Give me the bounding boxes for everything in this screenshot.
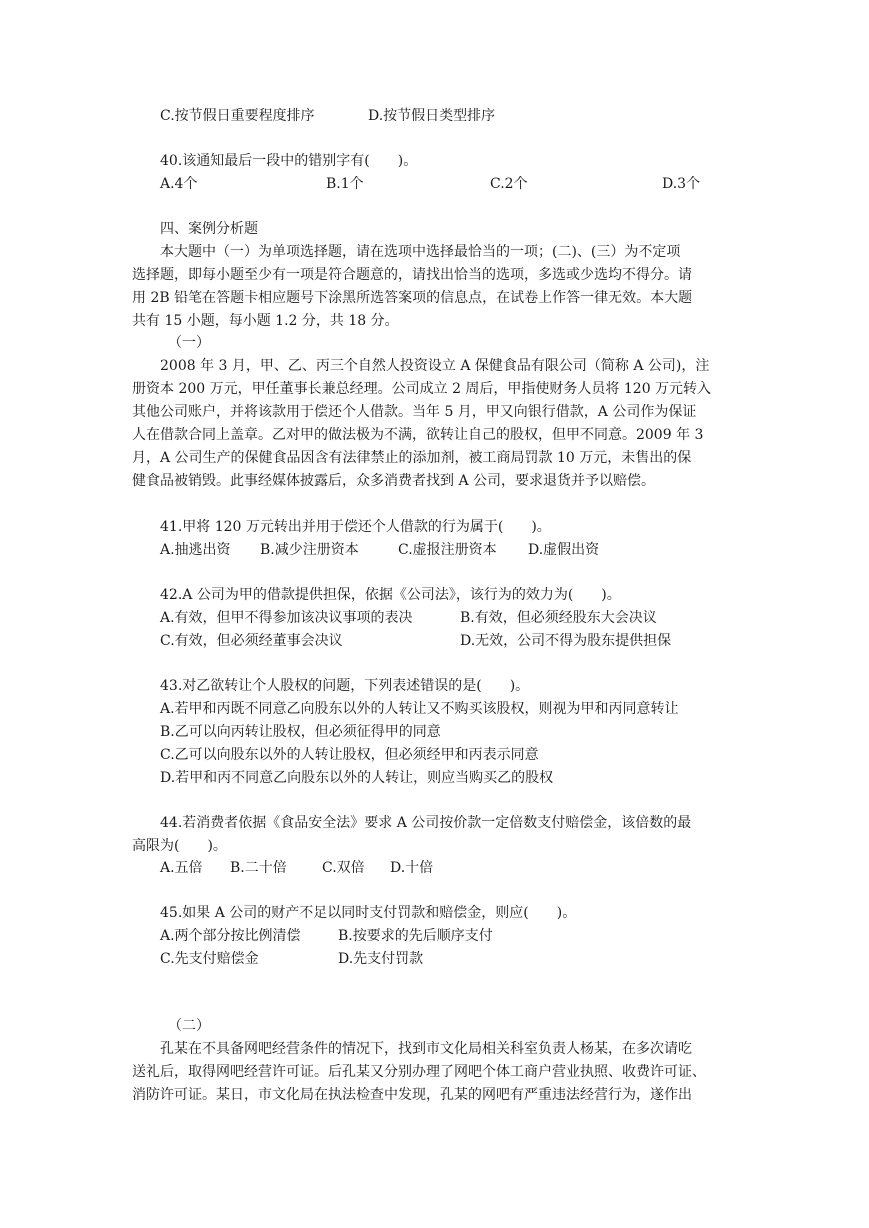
q43-stem: 43.对乙欲转让个人股权的问题，下列表述错误的是( )。 [160,678,530,694]
section-intro-line: 选择题，即每小题至少有一项是符合题意的，请找出恰当的选项，多选或少选均不得分。请 [132,267,692,283]
case1-text-line: 2008 年 3 月，甲、乙、丙三个自然人投资设立 A 保健食品有限公司（简称 A 公司)，注 [160,358,710,374]
q45-option-a: A.两个部分按比例清偿 [160,928,301,944]
q40-option-a: A.4个 [160,176,198,192]
q45-stem: 45.如果 A 公司的财产不足以同时支付罚款和赔偿金，则应( )。 [160,905,577,921]
case2-text-line: 送礼后，取得网吧经营许可证。后孔某又分别办理了网吧个体工商户营业执照、收费许可证、 [132,1064,706,1080]
q40-option-b: B.1个 [326,176,364,192]
case2-text-line: 消防许可证。某日，市文化局在执法检查中发现，孔某的网吧有严重违法经营行为，遂作出 [132,1087,692,1103]
q43-option-a: A.若甲和丙既不同意乙向股东以外的人转让又不购买该股权，则视为甲和丙同意转让 [160,701,679,717]
q42-option-d: D.无效，公司不得为股东提供担保 [460,633,672,649]
q42-stem: 42.A 公司为甲的借款提供担保，依据《公司法》，该行为的效力为( )。 [160,587,621,603]
case2-text-line: 孔某在不具备网吧经营条件的情况下，找到市文化局相关科室负责人杨某，在多次请吃 [160,1041,692,1057]
section-intro-line: 共有 15 小题，每小题 1.2 分，共 18 分。 [132,313,399,329]
q42-option-b: B.有效，但必须经股东大会决议 [460,610,657,626]
q44-stem-line: 44.若消费者依据《食品安全法》要求 A 公司按价款一定倍数支付赔偿金，该倍数的最 [160,815,692,831]
q43-option-c: C.乙可以向股东以外的人转让股权，但必须经甲和丙表示同意 [160,747,539,763]
q42-option-a: A.有效，但甲不得参加该决议事项的表决 [160,610,413,626]
q44-stem-line: 高限为( )。 [132,838,227,854]
q41-option-a: A.抽逃出资 [160,542,231,558]
q39-option-d: D.按节假日类型排序 [368,108,496,124]
q41-option-c: C.虚报注册资本 [398,542,497,558]
q45-option-c: C.先支付赔偿金 [160,951,259,967]
q45-option-b: B.按要求的先后顺序支付 [338,928,493,944]
q44-option-b: B.二十倍 [230,860,287,876]
q44-option-d: D.十倍 [390,860,434,876]
section-intro-line: 本大题中（一）为单项选择题，请在选项中选择最恰当的一项；(二)、(三）为不定项 [160,244,681,260]
q41-option-d: D.虚假出资 [528,542,600,558]
q44-option-a: A.五倍 [160,860,203,876]
q40-option-c: C.2个 [490,176,528,192]
case1-text-line: 人在借款合同上盖章。乙对甲的做法极为不满，欲转让自己的股权，但甲不同意。2009 年 3 [132,427,704,443]
q39-option-c: C.按节假日重要程度排序 [160,108,315,124]
q44-option-c: C.双倍 [322,860,365,876]
q40-option-d: D.3个 [662,176,701,192]
case1-text-line: 月，A 公司生产的保健食品因含有法律禁止的添加剂，被工商局罚款 10 万元，未售出的保 [132,450,692,466]
q41-option-b: B.减少注册资本 [260,542,359,558]
q42-option-c: C.有效，但必须经董事会决议 [160,633,343,649]
q40-stem: 40.该通知最后一段中的错别字有( )。 [160,153,418,169]
q41-stem: 41.甲将 120 万元转出并用于偿还个人借款的行为属于( )。 [160,519,551,535]
q43-option-b: B.乙可以向丙转让股权，但必须征得甲的同意 [160,724,441,740]
case1-text-line: 册资本 200 万元，甲任董事长兼总经理。公司成立 2 周后，甲指使财务人员将 120 万元转入 [132,381,712,397]
section-heading: 四、案例分析题 [160,221,258,237]
case1-text-line: 健食品被销毁。此事经媒体披露后，众多消费者找到 A 公司，要求退货并予以赔偿。 [132,473,656,489]
section-intro-line: 用 2B 铅笔在答题卡相应题号下涂黑所选答案项的信息点，在试卷上作答一律无效。本大题 [132,290,693,306]
case1-label: （一） [168,335,210,351]
q43-option-d: D.若甲和丙不同意乙向股东以外的人转让，则应当购买乙的股权 [160,770,554,786]
q45-option-d: D.先支付罚款 [338,951,424,967]
case1-text-line: 其他公司账户，并将该款用于偿还个人借款。当年 5 月，甲又向银行借款，A 公司作为保证 [132,404,697,420]
case2-label: （二） [168,1018,210,1034]
